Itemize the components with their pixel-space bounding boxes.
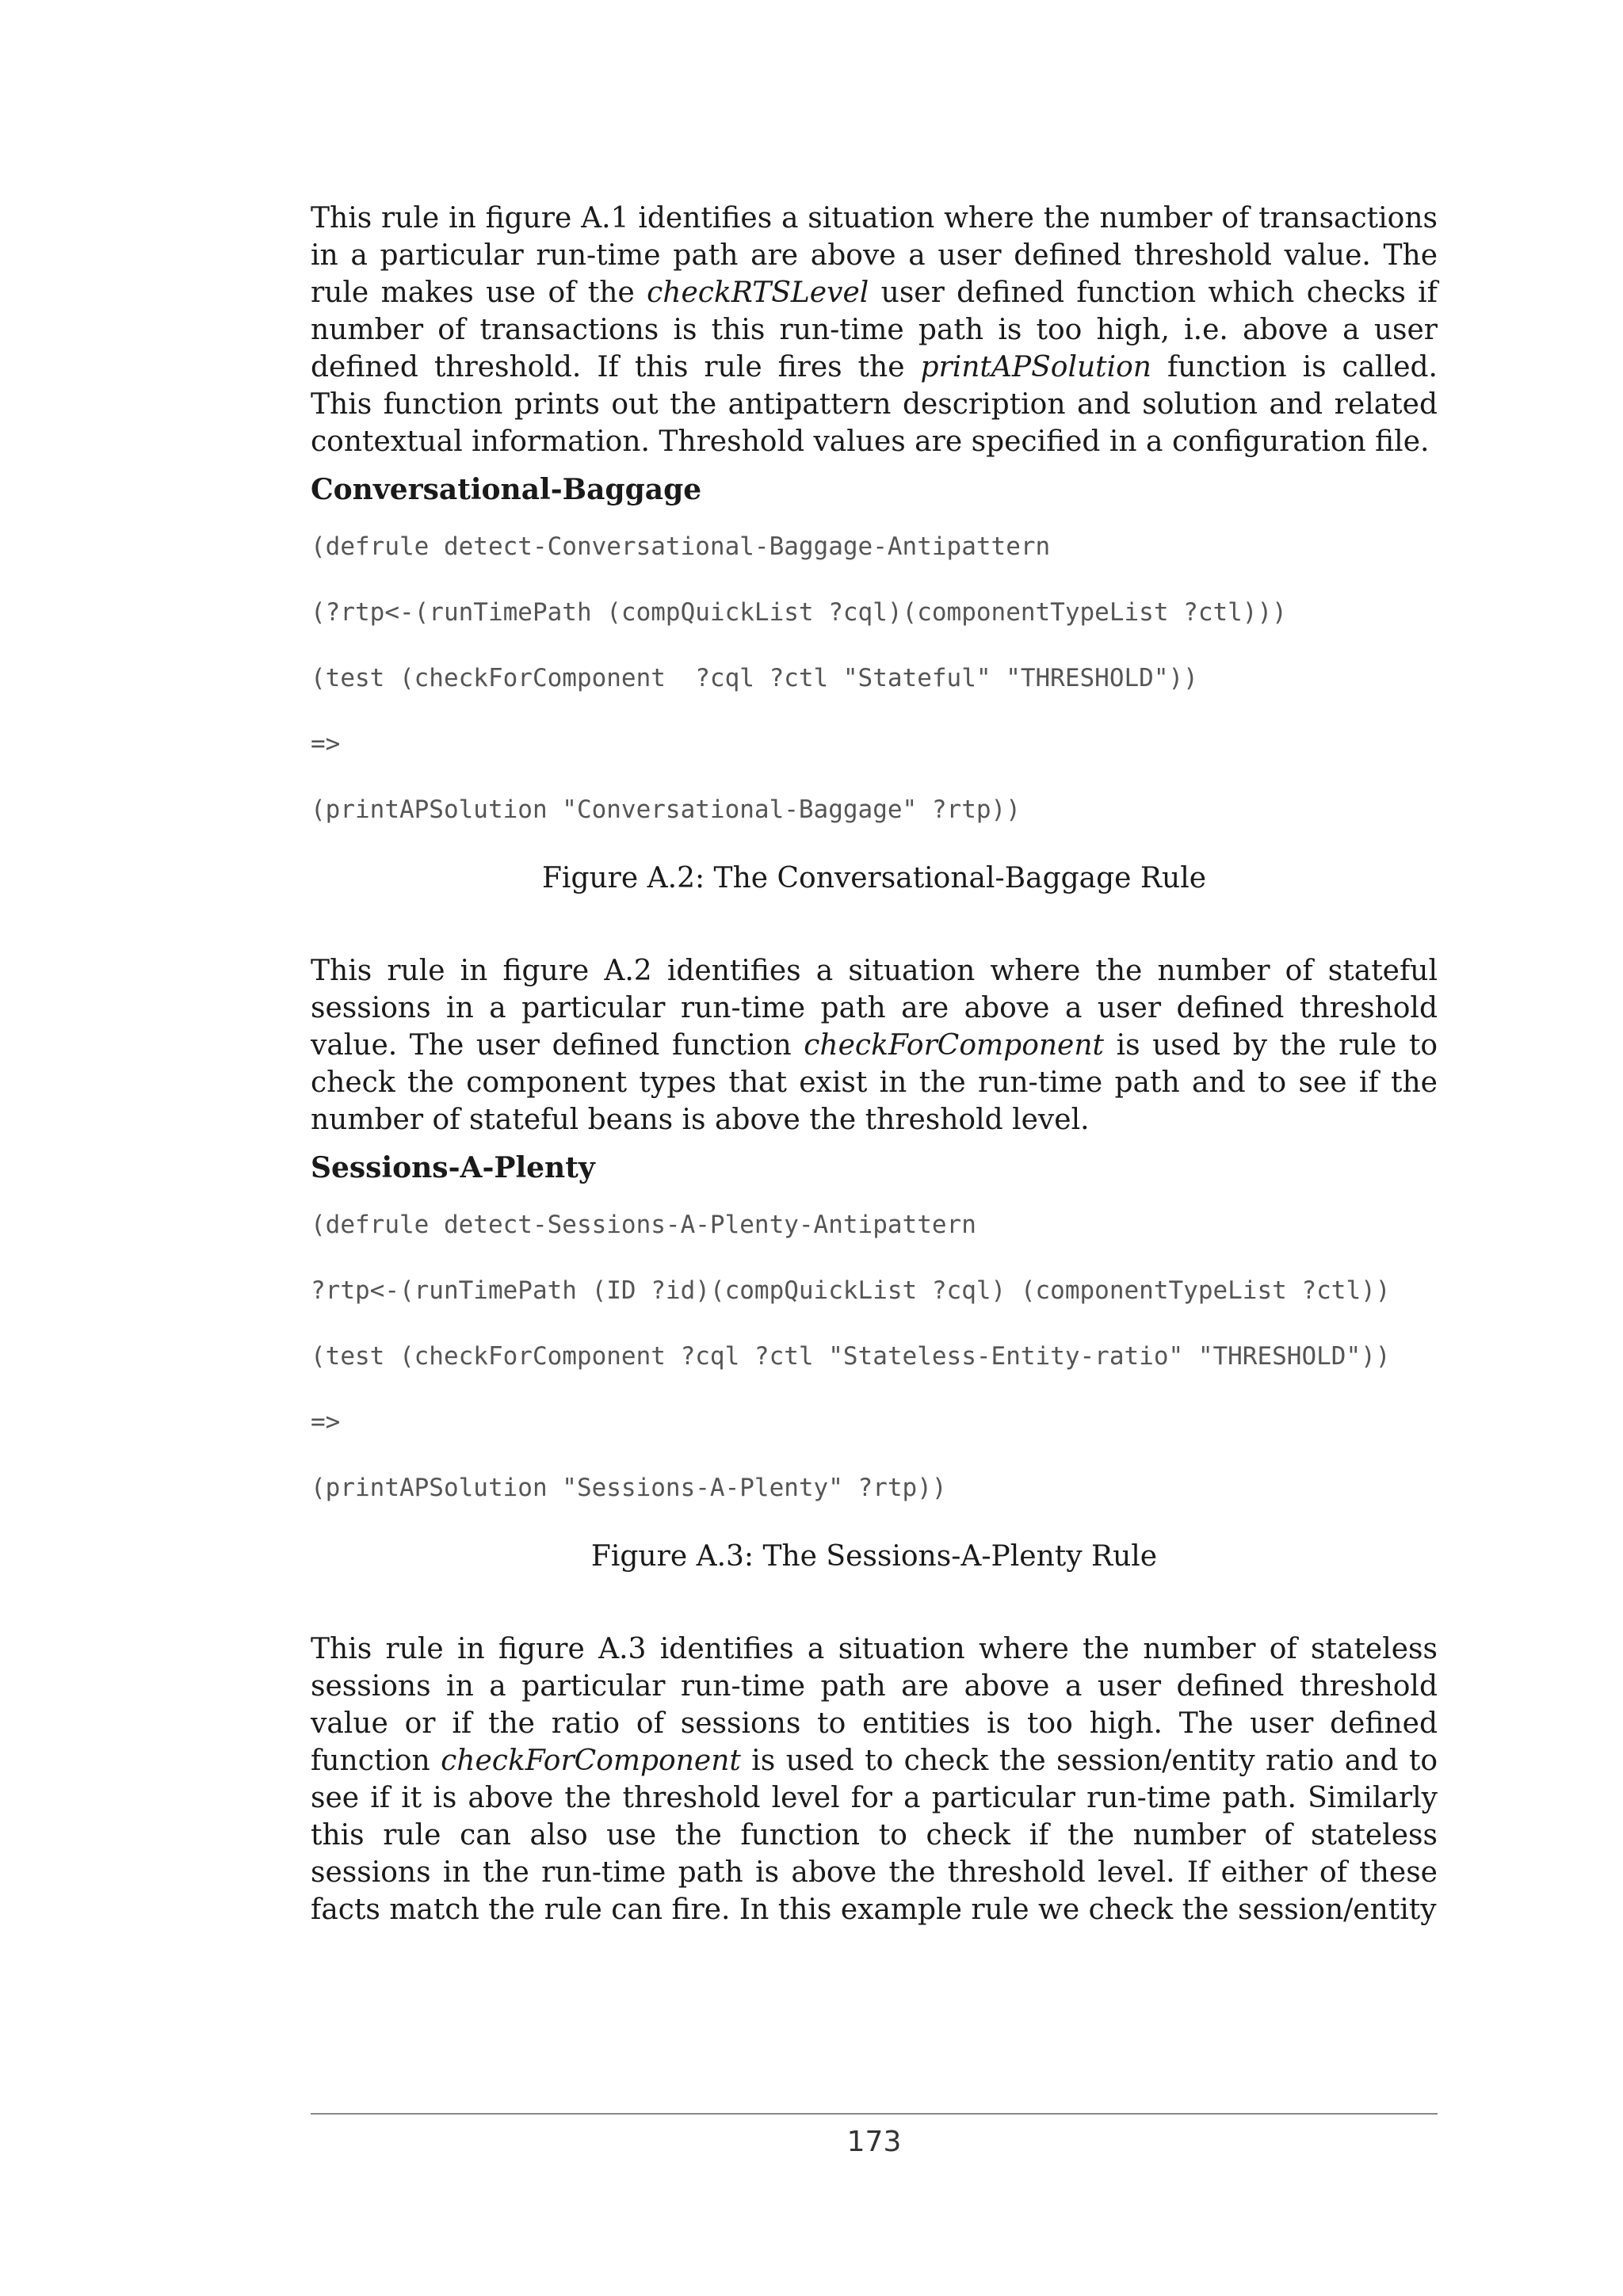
section-heading-sessions-a-plenty: Sessions-A-Plenty bbox=[311, 1151, 595, 1184]
page-content bbox=[311, 200, 1438, 1928]
footer-divider bbox=[311, 2113, 1438, 2115]
code-line: => bbox=[311, 730, 341, 758]
code-block-sessions-a-plenty bbox=[311, 1209, 1438, 1505]
code-block-conversational-baggage bbox=[311, 531, 1438, 826]
code-line: (printAPSolution "Conversational-Baggage" ?rtp)) bbox=[311, 795, 1021, 824]
paragraph-text: function is called. This function prints out the antipattern description and solution and related contextual information. Threshold values are specified in a configuration file. bbox=[311, 351, 1438, 458]
code-line: (test (checkForComponent ?cql ?ctl "Stateful" "THRESHOLD")) bbox=[311, 664, 1198, 692]
code-line: (printAPSolution "Sessions-A-Plenty" ?rtp)) bbox=[311, 1474, 947, 1502]
paragraph-text: is used to check the session/entity ratio and to see if it is above the threshold level for a particular run-time path. Similarly this rule can also use the function to check if the number of stateless sessions in the run-time path is above the threshold level. If either of these facts match the rule can fire. In this example rule we check the session/entity bbox=[311, 1745, 1438, 1926]
figure-caption-a2: Figure A.2: The Conversational-Baggage Rule bbox=[541, 862, 1207, 894]
paragraph-figure-a1-description bbox=[311, 200, 1438, 460]
paragraph-figure-a2-description bbox=[311, 952, 1438, 1138]
code-line: (test (checkForComponent ?cql ?ctl "Stateless-Entity-ratio" "THRESHOLD")) bbox=[311, 1342, 1391, 1371]
figure-caption-a3: Figure A.3: The Sessions-A-Plenty Rule bbox=[590, 1540, 1158, 1573]
section-heading-conversational-baggage: Conversational-Baggage bbox=[311, 473, 702, 506]
paragraph-text: is used by the rule to check the component types that exist in the run-time path and to see if the number of stateful beans is above the threshold level. bbox=[311, 1029, 1438, 1136]
paragraph-text: This rule in figure A.2 identifies a situation where the number of stateful sessions in a particular run-time path are above a user defined threshold value. The user defined function bbox=[311, 955, 1438, 1062]
function-name-printapsolution: printAPSolution bbox=[920, 351, 1151, 383]
paragraph-text: This rule in figure A.3 identifies a situation where the number of stateless sessions in a particular run-time path are above a user defined threshold value or if the ratio of sessions to entities is too high. The user defined function bbox=[311, 1633, 1438, 1777]
code-line: (defrule detect-Conversational-Baggage-Antipattern bbox=[311, 532, 1051, 561]
code-line: (?rtp<-(runTimePath (compQuickList ?cql)(componentTypeList ?ctl))) bbox=[311, 598, 1287, 627]
paragraph-text: This rule in figure A.1 identifies a situation where the number of transactions in a particular run-time path are above a user defined threshold value. The rule makes use of the bbox=[311, 202, 1438, 309]
function-name-checkrtslevel: checkRTSLevel bbox=[647, 277, 869, 309]
code-line: ?rtp<-(runTimePath (ID ?id)(compQuickList ?cql) (componentTypeList ?ctl)) bbox=[311, 1276, 1391, 1305]
function-name-checkforcomponent: checkForComponent bbox=[441, 1745, 741, 1777]
page-number: 173 bbox=[846, 2126, 902, 2158]
function-name-checkforcomponent: checkForComponent bbox=[804, 1029, 1105, 1062]
paragraph-text: user defined function which checks if number of transactions is this run-time path is too high, i.e. above a user defined threshold. If this rule fires the bbox=[311, 277, 1438, 383]
code-line: (defrule detect-Sessions-A-Plenty-Antipattern bbox=[311, 1211, 976, 1239]
paragraph-figure-a3-description bbox=[311, 1630, 1438, 1928]
code-line: => bbox=[311, 1408, 341, 1436]
